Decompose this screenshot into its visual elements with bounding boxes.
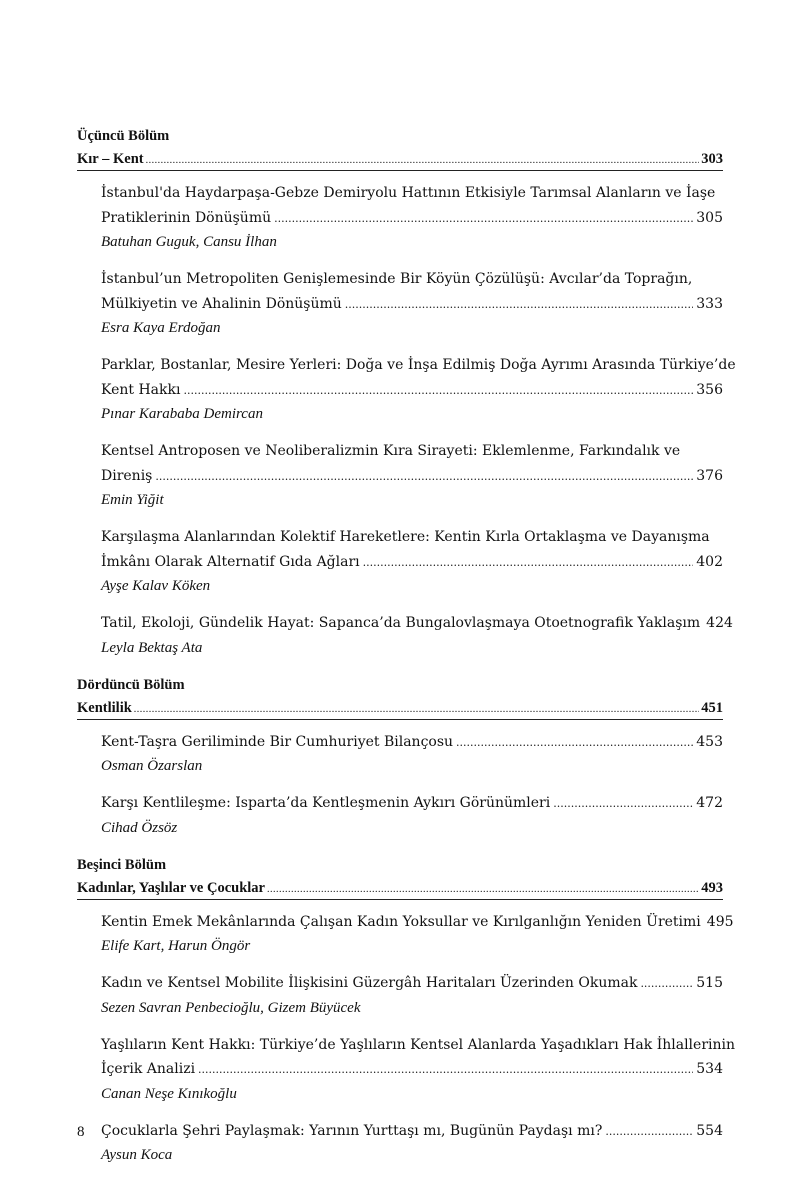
dot-leader bbox=[274, 207, 693, 232]
entry-title-text: Karşı Kentlileşme: Isparta’da Kentleşmenin Aykırı Görünümleri bbox=[101, 795, 551, 811]
entry-title-text: Tatil, Ekoloji, Gündelik Hayat: Sapanca’da Bungalovlaşmaya Otoetnografik Yaklaşım bbox=[101, 615, 701, 631]
entry-title-text: İçerik Analizi bbox=[101, 1061, 196, 1077]
toc-entry[interactable] bbox=[101, 1033, 735, 1105]
entry-title-text: Pratiklerinin Dönüşümü bbox=[101, 209, 272, 226]
toc-entry[interactable] bbox=[101, 439, 723, 511]
dot-leader bbox=[345, 293, 693, 318]
entry-page-number: 472 bbox=[696, 795, 723, 811]
dot-leader bbox=[183, 379, 693, 404]
toc-entry[interactable] bbox=[101, 910, 734, 958]
entry-title-final-line bbox=[101, 1119, 723, 1145]
entry-title-line: Kentsel Antroposen ve Neoliberalizmin Kıra Sirayeti: Eklemlenme, Farkındalık ve bbox=[101, 443, 681, 459]
entry-title-text: Direniş bbox=[101, 467, 153, 484]
section-label: Dördüncü Bölüm bbox=[77, 676, 185, 693]
toc-entry[interactable] bbox=[101, 525, 723, 597]
entry-authors: Pınar Karababa Demircan bbox=[101, 406, 263, 422]
page-number: 8 bbox=[77, 1124, 85, 1140]
entry-authors: Ayşe Kalav Köken bbox=[101, 578, 211, 594]
dot-leader bbox=[198, 1058, 693, 1083]
toc-entry[interactable] bbox=[101, 611, 733, 659]
section-label: Beşinci Bölüm bbox=[77, 856, 167, 873]
dot-leader bbox=[134, 699, 699, 721]
entry-authors: Sezen Savran Penbecioğlu, Gizem Büyücek bbox=[101, 999, 361, 1016]
entry-authors: Aysun Koca bbox=[101, 1147, 173, 1163]
entry-title-text: Kentin Emek Mekânlarında Çalışan Kadın Yoksullar ve Kırılganlığın Yeniden Üretimi bbox=[101, 913, 701, 930]
toc-entry[interactable] bbox=[101, 267, 723, 339]
entry-authors: Emin Yiğit bbox=[101, 492, 164, 508]
table-of-contents bbox=[77, 124, 736, 1180]
entry-authors: Elife Kart, Harun Öngör bbox=[101, 938, 251, 954]
section-title-row[interactable] bbox=[77, 697, 723, 720]
section-title: Kadınlar, Yaşlılar ve Çocuklar bbox=[77, 879, 265, 896]
toc-entry[interactable] bbox=[101, 181, 723, 253]
entry-title-line: İstanbul'da Haydarpaşa-Gebze Demiryolu Hattının Etkisiyle Tarımsal Alanların ve İaşe bbox=[101, 185, 716, 201]
entry-title-text: İmkânı Olarak Alternatif Gıda Ağları bbox=[101, 553, 360, 570]
entry-page-number: 534 bbox=[696, 1061, 723, 1077]
entry-title-line: Karşılaşma Alanlarından Kolektif Hareketlere: Kentin Kırla Ortaklaşma ve Dayanışma bbox=[101, 529, 710, 545]
dot-leader bbox=[155, 465, 693, 490]
entry-page-number: 305 bbox=[696, 209, 723, 226]
entry-page-number: 333 bbox=[696, 295, 723, 312]
section-title: Kır – Kent bbox=[77, 151, 144, 167]
entry-authors: Batuhan Guguk, Cansu İlhan bbox=[101, 234, 277, 250]
dot-leader bbox=[363, 551, 694, 576]
entry-title-final-line bbox=[101, 1057, 723, 1083]
entry-authors: Esra Kaya Erdoğan bbox=[101, 320, 221, 336]
section-title: Kentlilik bbox=[77, 699, 132, 716]
section-page-number: 451 bbox=[701, 699, 723, 716]
entry-title-final-line bbox=[101, 550, 723, 576]
dot-leader bbox=[640, 972, 693, 997]
entry-title-text: Kent Hakkı bbox=[101, 381, 181, 398]
dot-leader bbox=[267, 879, 699, 901]
section-page-number: 303 bbox=[701, 151, 723, 167]
entry-title-final-line bbox=[101, 611, 733, 637]
entry-page-number: 376 bbox=[696, 467, 723, 484]
toc-section bbox=[77, 124, 736, 659]
toc-entry[interactable] bbox=[101, 730, 723, 778]
entry-title-text: Mülkiyetin ve Ahalinin Dönüşümü bbox=[101, 295, 342, 312]
entry-page-number: 453 bbox=[696, 733, 723, 750]
section-title-row[interactable] bbox=[77, 148, 723, 171]
entry-title-final-line bbox=[101, 464, 723, 490]
entry-title-final-line bbox=[101, 910, 734, 936]
entry-title-text: Çocuklarla Şehri Paylaşmak: Yarının Yurttaşı mı, Bugünün Paydaşı mı? bbox=[101, 1122, 603, 1139]
entry-page-number: 402 bbox=[696, 553, 723, 570]
entry-title-final-line bbox=[101, 206, 723, 232]
entry-page-number: 356 bbox=[696, 381, 723, 398]
entry-title-line: Parklar, Bostanlar, Mesire Yerleri: Doğa ve İnşa Edilmiş Doğa Ayrımı Arasında Türkiye’de bbox=[101, 357, 736, 373]
toc-entry[interactable] bbox=[101, 791, 723, 839]
entry-title-final-line bbox=[101, 971, 723, 997]
entry-title-final-line bbox=[101, 378, 723, 404]
entry-title-text: Kent-Taşra Geriliminde Bir Cumhuriyet Bilançosu bbox=[101, 733, 454, 750]
entry-page-number: 515 bbox=[696, 975, 723, 991]
entry-authors: Leyla Bektaş Ata bbox=[101, 639, 203, 656]
section-title-row[interactable] bbox=[77, 877, 723, 900]
entry-title-final-line bbox=[101, 791, 723, 817]
entry-authors: Osman Özarslan bbox=[101, 758, 203, 774]
dot-leader bbox=[146, 150, 700, 172]
entry-title-line: Yaşlıların Kent Hakkı: Türkiye’de Yaşlıların Kentsel Alanlarda Yaşadıkları Hak İhlallerinin bbox=[101, 1036, 735, 1053]
dot-leader bbox=[605, 1120, 693, 1145]
section-page-number: 493 bbox=[701, 879, 723, 896]
entry-title-final-line bbox=[101, 730, 723, 756]
entry-page-number: 424 bbox=[706, 615, 733, 631]
entry-title-line: İstanbul’un Metropoliten Genişlemesinde Bir Köyün Çözülüşü: Avcılar’da Toprağın, bbox=[101, 271, 693, 287]
toc-section bbox=[77, 853, 735, 1167]
toc-entry[interactable] bbox=[101, 1119, 723, 1167]
dot-leader bbox=[456, 731, 693, 756]
toc-section bbox=[77, 673, 723, 839]
entry-title-final-line bbox=[101, 292, 723, 318]
toc-entry[interactable] bbox=[101, 353, 736, 425]
toc-entry[interactable] bbox=[101, 971, 723, 1019]
entry-title-text: Kadın ve Kentsel Mobilite İlişkisini Güzergâh Haritaları Üzerinden Okumak bbox=[101, 975, 638, 991]
entry-page-number: 554 bbox=[696, 1122, 723, 1139]
entry-page-number: 495 bbox=[706, 913, 734, 930]
entry-authors: Canan Neşe Kınıkoğlu bbox=[101, 1085, 237, 1102]
section-label: Üçüncü Bölüm bbox=[77, 128, 170, 144]
entry-authors: Cihad Özsöz bbox=[101, 819, 178, 836]
dot-leader bbox=[553, 792, 693, 817]
